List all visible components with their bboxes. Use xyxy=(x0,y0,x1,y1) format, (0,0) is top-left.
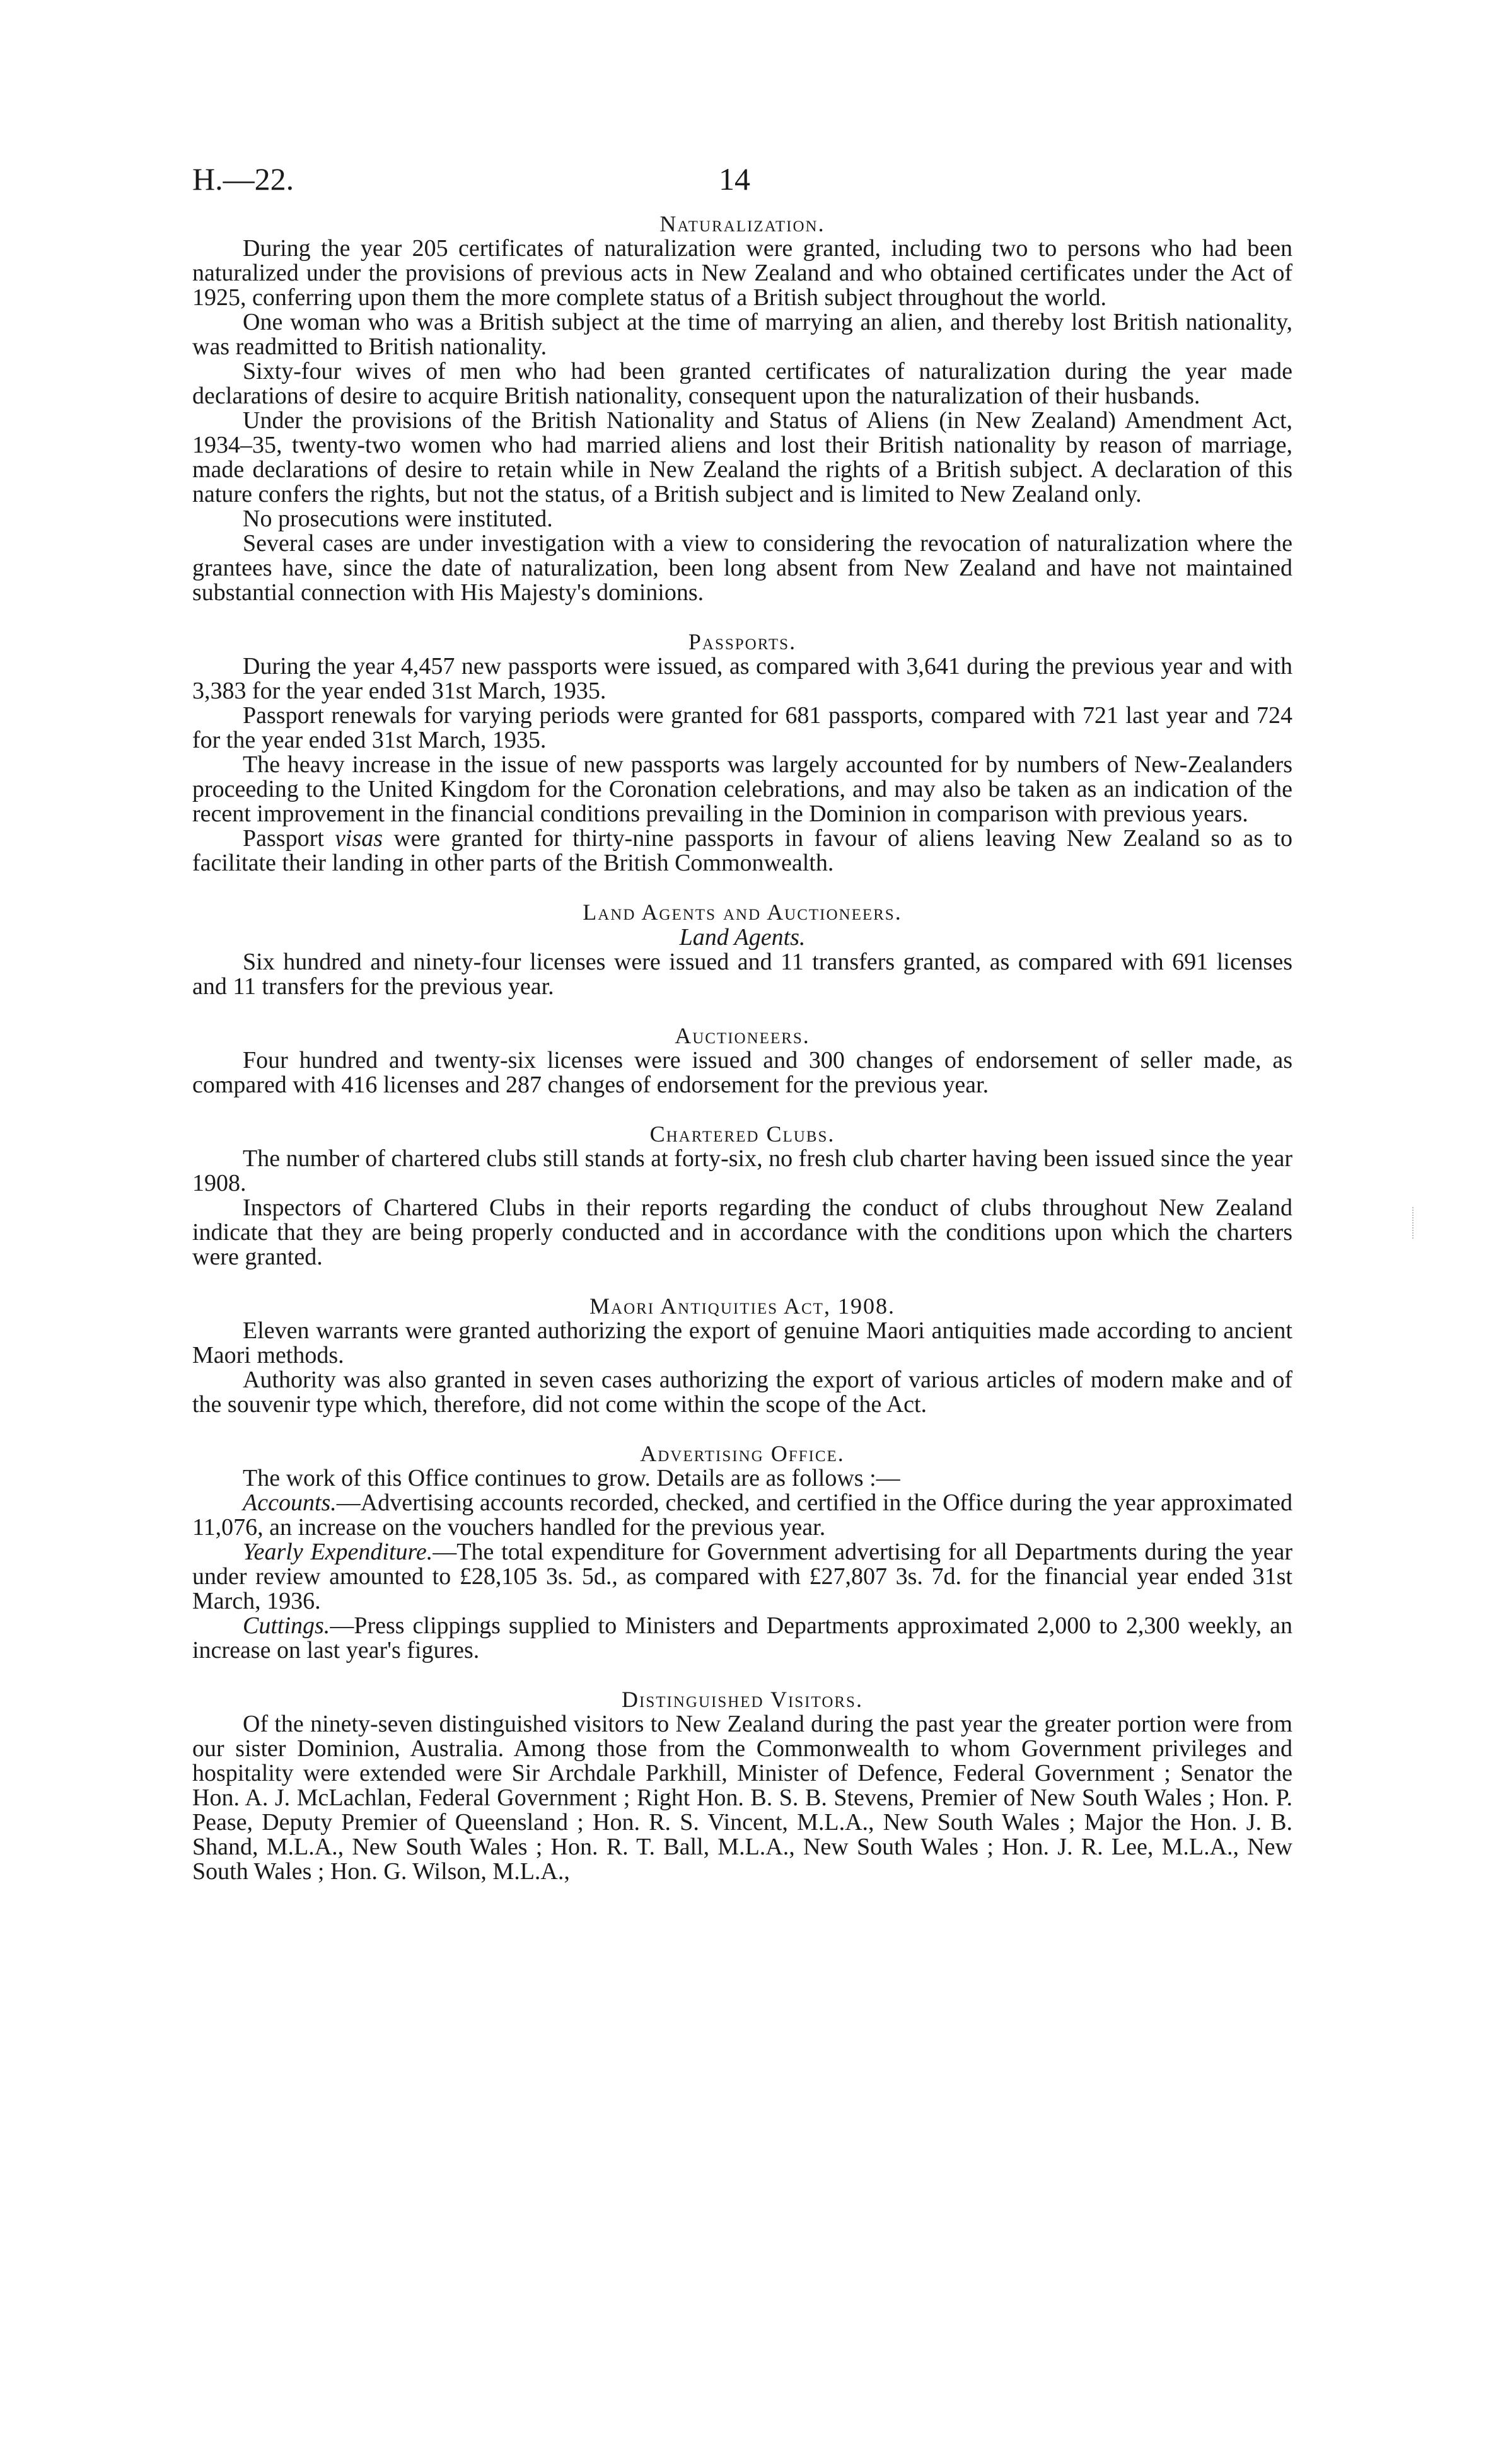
section-heading-chartered-clubs: Chartered Clubs. xyxy=(649,1121,835,1147)
paragraph: Inspectors of Chartered Clubs in their reports regarding the conduct of clubs throughout New Zealand indicate that they are being properly conducted and in accordance with the conditions upon which the charters were granted. xyxy=(192,1194,1292,1270)
section-heading-auctioneers: Auctioneers. xyxy=(675,1023,810,1048)
paragraph: Six hundred and ninety-four licenses were issued and 11 transfers granted, as compared with 691 licenses and 11 transfers for the previous year. xyxy=(192,949,1292,1000)
paragraph: Authority was also granted in seven cases authorizing the export of various articles of modern make and of the souvenir type which, therefore, did not come within the scope of the Act. xyxy=(192,1367,1292,1418)
paragraph: No prosecutions were instituted. xyxy=(243,506,553,532)
italic-term: Yearly Expenditure. xyxy=(243,1539,433,1565)
section-heading-distinguished-visitors: Distinguished Visitors. xyxy=(622,1687,863,1712)
paragraph: One woman who was a British subject at the time of marrying an alien, and thereby lost British nationality, was readmitted to British nationality. xyxy=(192,309,1292,360)
text-run: were granted for thirty-nine passports in favour of aliens leaving New Zealand so as to facilitate their landing in other parts of the British Commonwealth. xyxy=(192,825,1292,876)
document-reference: H.—22. xyxy=(192,161,294,197)
section-heading-land-agents-auctioneers: Land Agents and Auctioneers. xyxy=(583,899,902,925)
text-run: —Press clippings supplied to Ministers and Departments approximated 2,000 to 2,300 weekly, an increase on last year's figures. xyxy=(192,1612,1292,1663)
italic-term: Accounts. xyxy=(243,1489,337,1516)
text-run: —Advertising accounts recorded, checked, and certified in the Office during the year approximated 11,076, an increase on the vouchers handled for the previous year. xyxy=(192,1489,1292,1541)
paragraph: Eleven warrants were granted authorizing the export of genuine Maori antiquities made according to ancient Maori methods. xyxy=(192,1317,1292,1368)
paragraph-visas xyxy=(192,826,1292,876)
paragraph: During the year 4,457 new passports were issued, as compared with 3,641 during the previous year and with 3,383 for the year ended 31st March, 1935. xyxy=(192,653,1292,704)
paragraph: Of the ninety-seven distinguished visitors to New Zealand during the past year the greater portion were from our sister Dominion, Australia. Among those from the Commonwealth to whom Government privileges and hospitality were extended were Sir Archdale Parkhill, Minister of Defence, Federal Government ; Senator the Hon. A. J. McLachlan, Federal Government ; Right Hon. B. S. B. Stevens, Premier of New South Wales ; Hon. P. Pease, Deputy Premier of Queensland ; Hon. R. S. Vincent, M.L.A., New South Wales ; Major the Hon. J. B. Shand, M.L.A., New South Wales ; Hon. R. T. Ball, M.L.A., New South Wales ; Hon. J. R. Lee, M.L.A., New South Wales ; Hon. G. Wilson, M.L.A., xyxy=(192,1711,1292,1885)
paragraph-cuttings xyxy=(192,1614,1292,1663)
section-heading-passports: Passports. xyxy=(688,629,797,654)
paragraph: Several cases are under investigation with a view to considering the revocation of naturalization where the grantees have, since the date of naturalization, been long absent from New Zealand and have not maintained substantial connection with His Majesty's dominions. xyxy=(192,530,1292,606)
section-heading-naturalization: Naturalization. xyxy=(659,211,825,236)
text-run: —The total expenditure for Government advertising for all Departments during the year under review amounted to £28,105 3s. 5d., as compared with £27,807 3s. 7d. for the financial year ended 31st March, 1936. xyxy=(192,1539,1292,1614)
paragraph: The work of this Office continues to grow. Details are as follows :— xyxy=(243,1465,900,1491)
text-run: Passport xyxy=(243,825,335,852)
margin-mark xyxy=(1412,1207,1415,1239)
paragraph: Sixty-four wives of men who had been granted certificates of naturalization during the year made declarations of desire to acquire British nationality, consequent upon the naturalization of their husbands. xyxy=(192,358,1292,409)
italic-term: Cuttings. xyxy=(243,1612,330,1639)
paragraph-yearly-expenditure xyxy=(192,1540,1292,1614)
page-number: 14 xyxy=(719,161,750,197)
subsection-heading-land-agents: Land Agents. xyxy=(679,924,806,951)
paragraph: Under the provisions of the British Nationality and Status of Aliens (in New Zealand) Amendment Act, 1934–35, twenty-two women who had married aliens and lost their British nationality by reason of marriage, made declarations of desire to retain while in New Zealand the rights of a British subject. A declaration of this nature confers the rights, but not the status, of a British subject and is limited to New Zealand only. xyxy=(192,407,1292,507)
document-body xyxy=(192,211,1292,1884)
section-heading-maori-antiquities: Maori Antiquities Act, 1908. xyxy=(589,1293,895,1319)
paragraph: Four hundred and twenty-six licenses were issued and 300 changes of endorsement of seller made, as compared with 416 licenses and 287 changes of endorsement for the previous year. xyxy=(192,1047,1292,1098)
paragraph: Passport renewals for varying periods were granted for 681 passports, compared with 721 last year and 724 for the year ended 31st March, 1935. xyxy=(192,702,1292,753)
paragraph: The number of chartered clubs still stands at forty-six, no fresh club charter having been issued since the year 1908. xyxy=(192,1145,1292,1196)
paragraph: The heavy increase in the issue of new passports was largely accounted for by numbers of New-Zealanders proceeding to the United Kingdom for the Coronation celebrations, and may also be taken as an indication of the recent improvement in the financial conditions prevailing in the Dominion in comparison with previous years. xyxy=(192,751,1292,827)
italic-term: visas xyxy=(335,825,383,852)
section-heading-advertising-office: Advertising Office. xyxy=(640,1441,845,1466)
paragraph-accounts xyxy=(192,1491,1292,1540)
paragraph: During the year 205 certificates of naturalization were granted, including two to persons who had been naturalized under the provisions of previous acts in New Zealand and who obtained certificates under the Act of 1925, conferring upon them the more complete status of a British subject throughout the world. xyxy=(192,235,1292,311)
